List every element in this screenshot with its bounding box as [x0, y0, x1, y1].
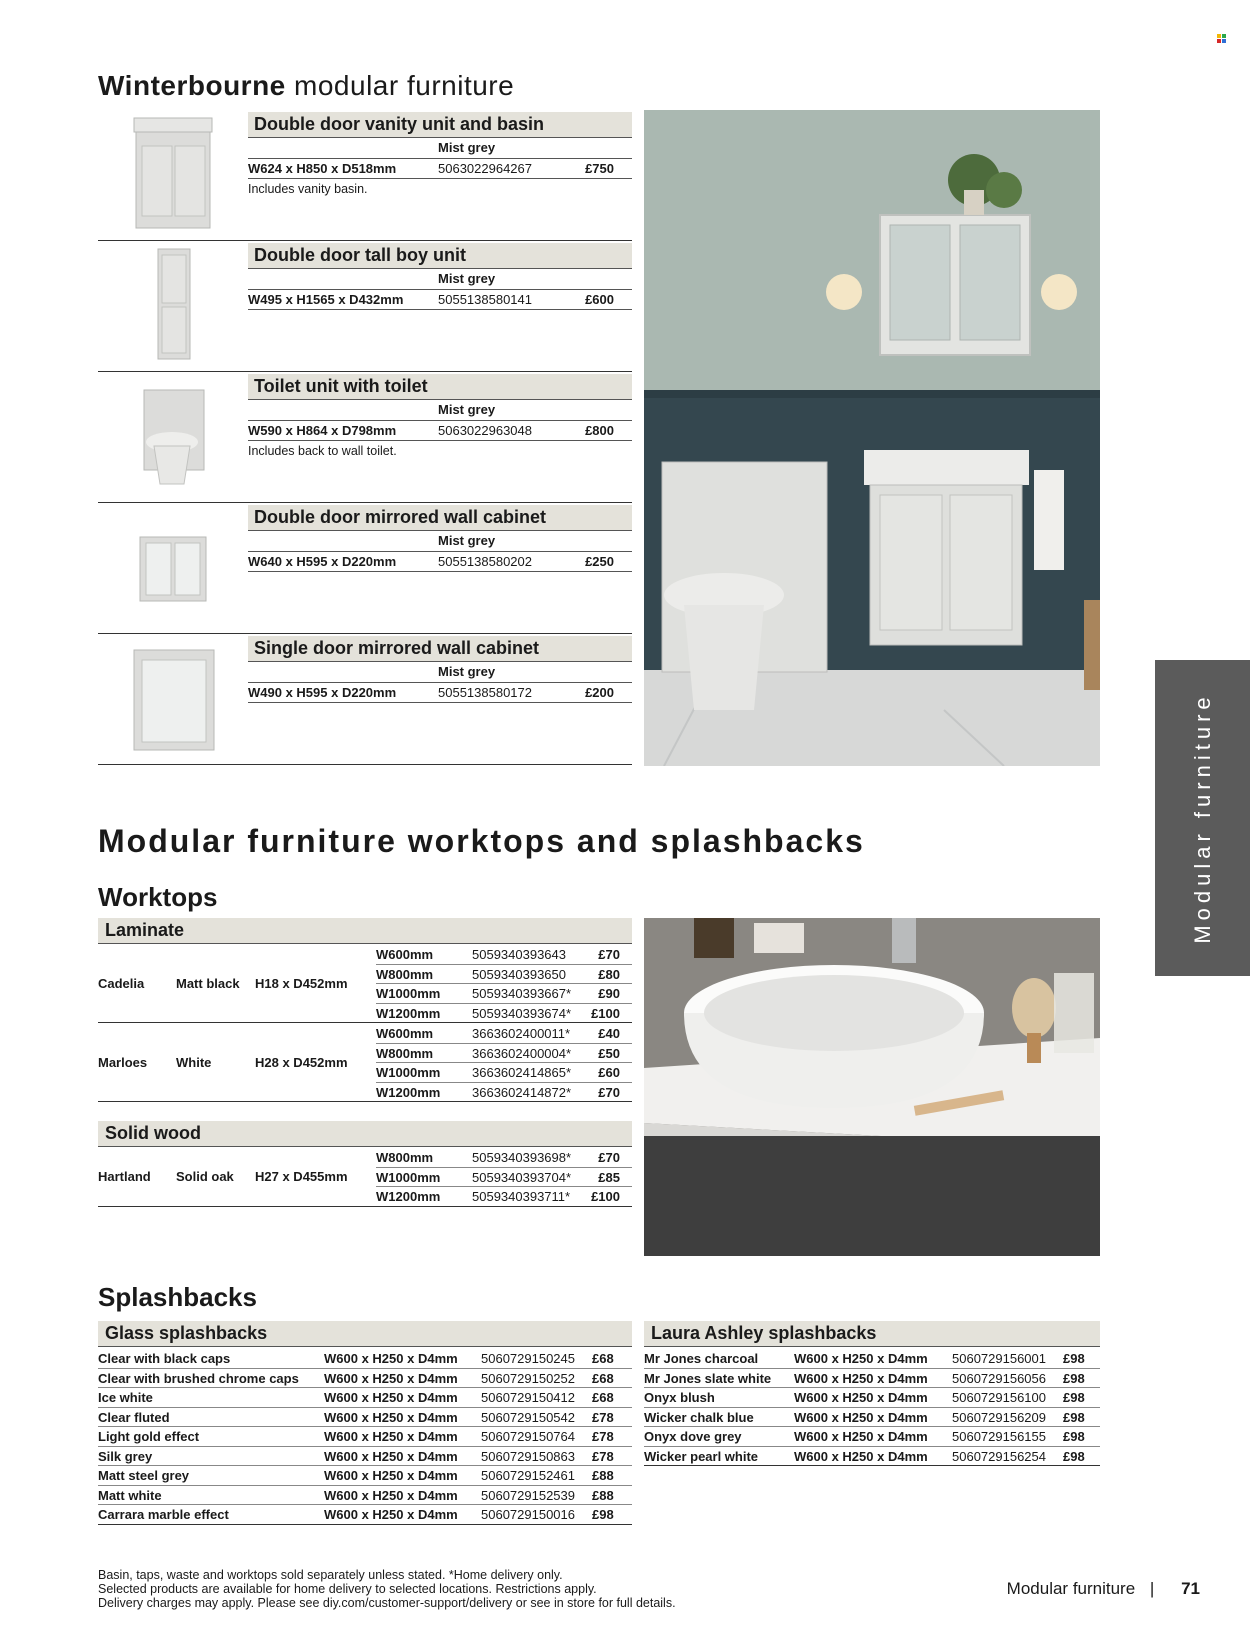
- splashback-code: 5060729150863: [481, 1448, 575, 1464]
- title-rest: modular furniture: [294, 70, 515, 101]
- worktop-group: [98, 1024, 632, 1102]
- product-row: [98, 634, 632, 765]
- product-dimensions: W495 x H1565 x D432mm: [248, 292, 404, 307]
- product-code: 5055138580172: [438, 685, 532, 700]
- splashback-dimensions: W600 x H250 x D4mm: [794, 1351, 928, 1366]
- product-dimensions: W490 x H595 x D220mm: [248, 685, 397, 700]
- worktop-price: £85: [598, 1169, 620, 1185]
- product-spec-row: [248, 289, 632, 310]
- splashback-row: [98, 1408, 632, 1428]
- product-name: Double door vanity unit and basin: [248, 112, 632, 138]
- splashback-dimensions: W600 x H250 x D4mm: [794, 1429, 928, 1444]
- worktop-size-row: [376, 945, 632, 965]
- product-spec-row: [248, 551, 632, 572]
- splashback-name: Onyx blush: [644, 1390, 715, 1405]
- page-title: [98, 70, 514, 102]
- footnote-line: Basin, taps, waste and worktops sold separately unless stated. *Home delivery only.: [98, 1568, 563, 1582]
- worktop-finish: Matt black: [176, 976, 240, 991]
- worktop-price: £60: [598, 1065, 620, 1080]
- worktop-finish: Solid oak: [176, 1169, 234, 1185]
- product-price: £750: [585, 161, 614, 176]
- splashback-code: 5060729156155: [952, 1429, 1046, 1444]
- splashback-name: Silk grey: [98, 1448, 153, 1464]
- worktop-name: Marloes: [98, 1055, 148, 1070]
- worktop-price: £70: [598, 1150, 620, 1165]
- glass-splashbacks-band: Glass splashbacks: [98, 1321, 632, 1347]
- splashback-dimensions: W600 x H250 x D4mm: [794, 1390, 928, 1405]
- splashbacks-heading: Splashbacks: [98, 1282, 257, 1312]
- product-price: £200: [585, 685, 614, 700]
- splashback-code: 5060729156100: [952, 1390, 1046, 1405]
- product-row: [98, 503, 632, 634]
- footer-section: Modular furniture: [1006, 1579, 1136, 1598]
- worktop-code: 5059340393698*: [472, 1150, 572, 1165]
- splashback-row: [98, 1427, 632, 1447]
- worktop-size-row: [376, 1004, 632, 1024]
- splashback-dimensions: W600 x H250 x D4mm: [324, 1448, 458, 1464]
- splashback-price: £78: [592, 1409, 614, 1425]
- splashback-dimensions: W600 x H250 x D4mm: [324, 1487, 458, 1503]
- product-price: £600: [585, 292, 614, 307]
- splashback-row: [644, 1447, 1100, 1467]
- splashback-row: [644, 1388, 1100, 1408]
- worktop-size-row: [376, 1083, 632, 1103]
- worktop-size: W1200mm: [376, 1005, 441, 1021]
- worktop-price: £80: [598, 966, 620, 982]
- worktop-price: £70: [598, 1084, 620, 1100]
- splashback-name: Ice white: [98, 1390, 153, 1405]
- product-note: Includes vanity basin.: [248, 182, 368, 196]
- product-code: 5063022964267: [438, 161, 532, 176]
- laura-ashley-band: Laura Ashley splashbacks: [644, 1321, 1100, 1347]
- product-finish: Mist grey: [438, 533, 496, 548]
- splashback-dimensions: W600 x H250 x D4mm: [794, 1370, 928, 1386]
- worktop-price: £100: [591, 1005, 620, 1021]
- splashback-dimensions: W600 x H250 x D4mm: [324, 1370, 458, 1386]
- worktop-finish: White: [176, 1055, 212, 1070]
- worktop-code: 5059340393711*: [472, 1189, 571, 1204]
- splashback-price: £78: [592, 1429, 614, 1444]
- product-row: [98, 241, 632, 372]
- worktop-price: £100: [591, 1189, 620, 1204]
- splashback-code: 5060729150542: [481, 1409, 575, 1425]
- splashback-dimensions: W600 x H250 x D4mm: [324, 1351, 458, 1366]
- single-mirror-cabinet-thumbnail: [98, 634, 248, 764]
- laminate-band: Laminate: [98, 918, 632, 944]
- splashback-code: 5060729150016: [481, 1507, 575, 1522]
- splashback-row: [98, 1369, 632, 1389]
- product-code: 5063022963048: [438, 423, 532, 438]
- tall-boy-thumbnail: [98, 241, 248, 371]
- worktop-code: 3663602414865*: [472, 1065, 572, 1080]
- splashback-code: 5060729156209: [952, 1409, 1046, 1425]
- worktop-size: W1200mm: [376, 1084, 441, 1100]
- footer-separator: |: [1149, 1579, 1155, 1598]
- worktop-price: £50: [598, 1045, 620, 1061]
- splashback-row: [644, 1408, 1100, 1428]
- splashback-name: Wicker pearl white: [644, 1448, 759, 1464]
- product-spec-row: [248, 682, 632, 703]
- page-footer: [1007, 1579, 1200, 1599]
- worktop-group: [98, 1148, 632, 1207]
- worktop-code: 5059340393650: [472, 966, 566, 982]
- product-price: £800: [585, 423, 614, 438]
- worktop-code: 5059340393667*: [472, 986, 572, 1001]
- toilet-unit-thumbnail: [98, 372, 248, 502]
- side-tab: [1155, 660, 1250, 976]
- worktop-code: 5059340393643: [472, 947, 566, 962]
- splashback-name: Carrara marble effect: [98, 1507, 229, 1522]
- splashback-dimensions: W600 x H250 x D4mm: [324, 1429, 458, 1444]
- basin-worktop-image: [644, 918, 1100, 1256]
- worktop-name: Hartland: [98, 1169, 151, 1185]
- product-spec-row: [248, 420, 632, 441]
- worktop-size-row: [376, 1063, 632, 1083]
- splashback-dimensions: W600 x H250 x D4mm: [324, 1468, 458, 1483]
- worktop-size: W800mm: [376, 1045, 434, 1061]
- splashback-name: Mr Jones slate white: [644, 1370, 772, 1386]
- splashback-price: £98: [1063, 1370, 1085, 1386]
- worktop-dimensions: H27 x D455mm: [255, 1169, 348, 1185]
- splashback-name: Light gold effect: [98, 1429, 200, 1444]
- worktop-dimensions: H18 x D452mm: [255, 976, 348, 991]
- splashback-price: £88: [592, 1468, 614, 1483]
- product-name: Toilet unit with toilet: [248, 374, 632, 400]
- splashback-code: 5060729156254: [952, 1448, 1046, 1464]
- splashback-name: Mr Jones charcoal: [644, 1351, 759, 1366]
- product-finish: Mist grey: [438, 271, 496, 286]
- splashback-code: 5060729150412: [481, 1390, 575, 1405]
- worktop-size-row: [376, 965, 632, 985]
- page-number: 71: [1181, 1579, 1200, 1598]
- worktop-size-row: [376, 1024, 632, 1044]
- splashback-name: Onyx dove grey: [644, 1429, 742, 1444]
- product-code: 5055138580202: [438, 554, 532, 569]
- worktop-size: W600mm: [376, 1026, 434, 1041]
- splashback-price: £98: [1063, 1409, 1085, 1425]
- splashback-name: Wicker chalk blue: [644, 1409, 754, 1425]
- splashback-row: [644, 1349, 1100, 1369]
- product-finish: Mist grey: [438, 140, 496, 155]
- side-tab-label: Modular furniture: [1189, 692, 1215, 944]
- splashback-code: 5060729150252: [481, 1370, 575, 1386]
- laura-ashley-table: [644, 1349, 1100, 1466]
- product-name: Double door tall boy unit: [248, 243, 632, 269]
- splashback-name: Clear with black caps: [98, 1351, 231, 1366]
- worktop-size: W800mm: [376, 1150, 434, 1165]
- worktop-size: W1200mm: [376, 1189, 441, 1204]
- splashback-name: Clear fluted: [98, 1409, 170, 1425]
- product-name: Single door mirrored wall cabinet: [248, 636, 632, 662]
- splashback-code: 5060729150764: [481, 1429, 575, 1444]
- splashback-price: £88: [592, 1487, 614, 1503]
- splashback-code: 5060729150245: [481, 1351, 575, 1366]
- splashback-code: 5060729152539: [481, 1487, 575, 1503]
- splashback-price: £98: [1063, 1429, 1085, 1444]
- worktop-dimensions: H28 x D452mm: [255, 1055, 348, 1070]
- splashback-name: Clear with brushed chrome caps: [98, 1370, 299, 1386]
- worktop-size: W1000mm: [376, 1065, 441, 1080]
- splashback-row: [98, 1505, 632, 1525]
- product-finish: Mist grey: [438, 402, 496, 417]
- product-dimensions: W590 x H864 x D798mm: [248, 423, 397, 438]
- worktop-code: 5059340393704*: [472, 1169, 572, 1185]
- product-note: Includes back to wall toilet.: [248, 444, 397, 458]
- splashback-row: [644, 1369, 1100, 1389]
- product-dimensions: W640 x H595 x D220mm: [248, 554, 397, 569]
- product-dimensions: W624 x H850 x D518mm: [248, 161, 397, 176]
- product-finish: Mist grey: [438, 664, 496, 679]
- splashback-price: £68: [592, 1370, 614, 1386]
- worktop-size-row: [376, 1168, 632, 1188]
- worktop-size: W600mm: [376, 947, 434, 962]
- splashback-price: £68: [592, 1351, 614, 1366]
- product-row: [98, 372, 632, 503]
- splashback-code: 5060729156056: [952, 1370, 1046, 1386]
- worktop-price: £90: [598, 986, 620, 1001]
- vanity-unit-thumbnail: [98, 110, 248, 240]
- product-code: 5055138580141: [438, 292, 532, 307]
- footnote: [98, 1568, 676, 1610]
- splashback-row: [98, 1466, 632, 1486]
- worktop-size: W1000mm: [376, 1169, 441, 1185]
- splashback-name: Matt steel grey: [98, 1468, 190, 1483]
- brand-logo-icon: [1217, 34, 1227, 44]
- worktop-code: 3663602400011*: [472, 1026, 571, 1041]
- splashback-dimensions: W600 x H250 x D4mm: [794, 1409, 928, 1425]
- solid-wood-band: Solid wood: [98, 1121, 632, 1147]
- splashback-row: [98, 1486, 632, 1506]
- splashback-price: £98: [1063, 1351, 1085, 1366]
- worktop-size: W1000mm: [376, 986, 441, 1001]
- title-brand: Winterbourne: [98, 70, 286, 101]
- worktop-code: 3663602414872*: [472, 1084, 572, 1100]
- splashback-price: £98: [1063, 1390, 1085, 1405]
- splashback-row: [98, 1349, 632, 1369]
- product-row: [98, 110, 632, 241]
- splashback-code: 5060729156001: [952, 1351, 1046, 1366]
- splashback-price: £68: [592, 1390, 614, 1405]
- splashback-name: Matt white: [98, 1487, 162, 1503]
- footnote-line: Selected products are available for home delivery to selected locations. Restrictions apply.: [98, 1582, 597, 1596]
- splashback-row: [98, 1447, 632, 1467]
- splashback-dimensions: W600 x H250 x D4mm: [794, 1448, 928, 1464]
- splashback-price: £78: [592, 1448, 614, 1464]
- glass-splashbacks-table: [98, 1349, 632, 1525]
- splashback-price: £98: [592, 1507, 614, 1522]
- worktop-size: W800mm: [376, 966, 434, 982]
- splashback-dimensions: W600 x H250 x D4mm: [324, 1409, 458, 1425]
- splashback-price: £98: [1063, 1448, 1085, 1464]
- worktop-group: [98, 945, 632, 1023]
- product-price: £250: [585, 554, 614, 569]
- worktop-size-row: [376, 1187, 632, 1207]
- worktop-size-row: [376, 1044, 632, 1064]
- splashback-row: [98, 1388, 632, 1408]
- product-name: Double door mirrored wall cabinet: [248, 505, 632, 531]
- worktop-code: 3663602400004*: [472, 1045, 572, 1061]
- worktop-price: £70: [598, 947, 620, 962]
- worktops-heading: Worktops: [98, 882, 218, 912]
- worktop-size-row: [376, 984, 632, 1004]
- worktop-size-row: [376, 1148, 632, 1168]
- worktop-code: 5059340393674*: [472, 1005, 572, 1021]
- product-spec-row: [248, 158, 632, 179]
- footnote-line: Delivery charges may apply. Please see diy.com/customer-support/delivery or see in store for full details.: [98, 1596, 676, 1610]
- splashback-row: [644, 1427, 1100, 1447]
- bathroom-hero-image: [644, 110, 1100, 766]
- worktop-name: Cadelia: [98, 976, 145, 991]
- splashback-dimensions: W600 x H250 x D4mm: [324, 1390, 458, 1405]
- splashback-dimensions: W600 x H250 x D4mm: [324, 1507, 458, 1522]
- splashback-code: 5060729152461: [481, 1468, 575, 1483]
- section-heading: Modular furniture worktops and splashbacks: [98, 823, 865, 859]
- worktop-price: £40: [598, 1026, 620, 1041]
- double-mirror-cabinet-thumbnail: [98, 503, 248, 633]
